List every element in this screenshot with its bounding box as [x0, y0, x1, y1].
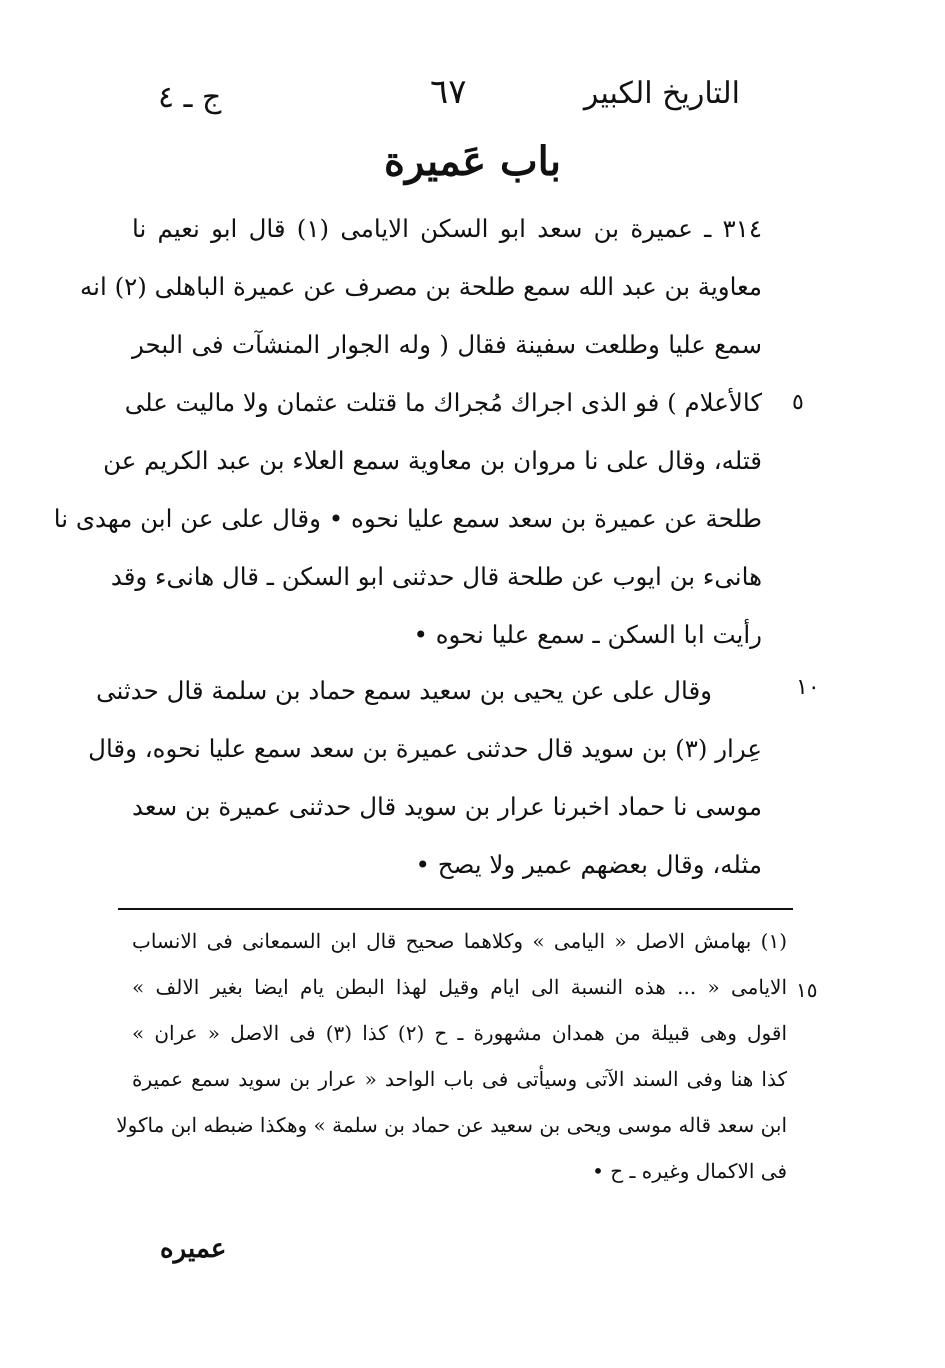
footnote-line: كذا هنا وفى السند الآتى وسيأتى فى باب الواحد « عرار بن سويد سمع عميرة — [132, 1067, 787, 1091]
book-title: التاريخ الكبير — [583, 76, 740, 111]
volume-label: ج ـ ٤ — [158, 80, 222, 115]
text-line: مثله، وقال بعضهم عمير ولا يصح • — [415, 850, 762, 879]
text-line: سمع عليا وطلعت سفينة فقال ( وله الجوار المنشآت فى البحر — [132, 330, 762, 359]
footnotes — [116, 918, 787, 1194]
chapter-title: باب عَميرة — [384, 138, 561, 185]
footnote-line: الايامى « ... هذه النسبة الى ايام وقيل لهذا البطن يام ايضا بغير الالف » — [132, 975, 787, 999]
text-line: هانىء بن ايوب عن طلحة قال حدثنى ابو السكن ـ قال هانىء وقد — [110, 562, 762, 591]
footnote-line: اقول وهى قبيلة من همدان مشهورة ـ ح (٢) كذا (٣) فى الاصل « عران » — [132, 1021, 787, 1045]
footnote-divider — [118, 908, 793, 910]
line-number-15: ١٥ — [796, 978, 818, 1002]
text-line: عِرار (٣) بن سويد قال حدثنى عميرة بن سعد سمع عليا نحوه، وقال — [88, 734, 762, 763]
text-line: معاوية بن عبد الله سمع طلحة بن مصرف عن عميرة الباهلى (٢) انه — [80, 272, 762, 301]
line-number-5: ٥ — [792, 390, 804, 415]
text-line: رأيت ابا السكن ـ سمع عليا نحوه • — [413, 620, 762, 649]
text-line: طلحة عن عميرة بن سعد سمع عليا نحوه • وقال على عن ابن مهدى نا — [53, 504, 762, 533]
footnote-line: فى الاكمال وغيره ـ ح • — [592, 1159, 787, 1183]
text-line: وقال على عن يحيى بن سعيد سمع حماد بن سلمة قال حدثنى — [96, 676, 712, 705]
text-line: ٣١٤ ـ عميرة بن سعد ابو السكن الايامى (١) قال ابو نعيم نا — [132, 214, 762, 243]
running-header — [150, 72, 740, 122]
entry-paragraph-2 — [88, 662, 762, 894]
page-number: ٦٧ — [430, 72, 467, 112]
footnote-line: (١) بهامش الاصل « اليامى » وكلاهما صحيح قال ابن السمعانى فى الانساب — [132, 929, 787, 953]
text-line: كالأعلام ) فو الذى اجراك مُجراك ما قتلت عثمان ولا ماليت على — [124, 388, 762, 417]
line-number-10: ١٠ — [796, 675, 820, 700]
text-line: قتله، وقال على نا مروان بن معاوية سمع العلاء بن عبد الكريم عن — [103, 446, 762, 475]
catchword: عميره — [160, 1234, 227, 1264]
text-line: موسى نا حماد اخبرنا عرار بن سويد قال حدثنى عميرة بن سعد — [132, 792, 762, 821]
entry-paragraph-1 — [53, 200, 762, 664]
footnote-line: ابن سعد قاله موسى ويحى بن سعيد عن حماد بن سلمة » وهكذا ضبطه ابن ماكولا — [116, 1113, 787, 1137]
